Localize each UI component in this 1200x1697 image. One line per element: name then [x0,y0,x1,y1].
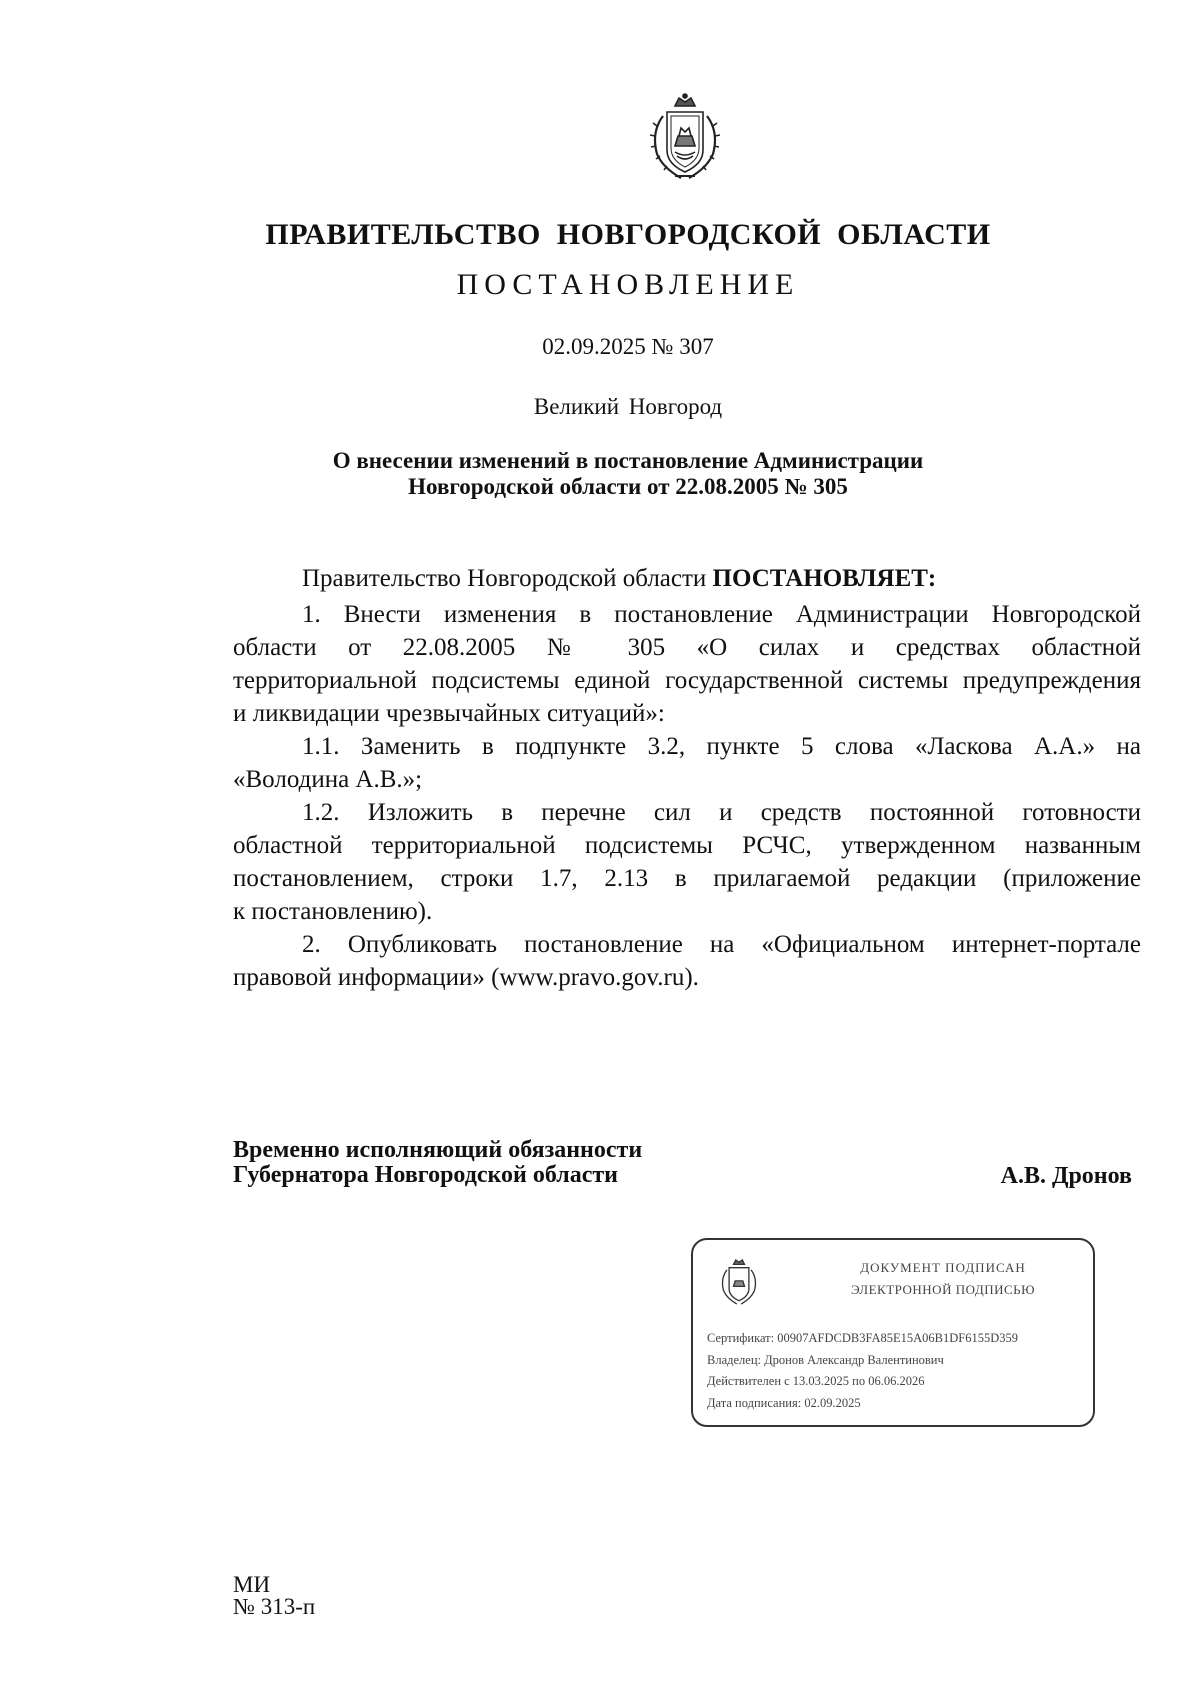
subject-line: О внесении изменений в постановление Администрации [332,448,924,473]
date-and-number: 02.09.2025 № 307 [542,334,714,359]
paragraph-line: 1.2. Изложить в перечне сил и средств постоянной готовности [302,799,1141,826]
electronic-signature-stamp [691,1238,1095,1427]
stamp-subtitle: ЭЛЕКТРОННОЙ ПОДПИСЬЮ [851,1282,1035,1297]
paragraph-line: постановлением, строки 1.7, 2.13 в прилагаемой редакции (приложение [233,865,1141,892]
paragraph-line: территориальной подсистемы единой государственной системы предупреждения [233,667,1141,694]
stamp-validity: Действителен с 13.03.2025 по 06.06.2026 [707,1374,925,1388]
stamp-emblem-icon [717,1256,761,1308]
executor-initials: МИ [233,1572,271,1597]
paragraph-line: правовой информации» (www.pravo.gov.ru). [233,964,699,991]
subject-line: Новгородской области от 22.08.2005 № 305 [408,474,848,499]
paragraph-line: «Володина А.В.»; [233,766,423,793]
stamp-details [707,1328,1018,1414]
stamp-owner: Владелец: Дронов Александр Валентинович [707,1352,944,1367]
organization-title: ПРАВИТЕЛЬСТВО НОВГОРОДСКОЙ ОБЛАСТИ [265,218,991,251]
city: Великий Новгород [533,394,723,419]
paragraph-line: 1. Внести изменения в постановление Администрации Новгородской [302,601,1141,628]
signatory-position [233,1138,642,1188]
stamp-signing-date: Дата подписания: 02.09.2025 [707,1395,861,1410]
document-type: ПОСТАНОВЛЕНИЕ [456,268,800,301]
position-line: Губернатора Новгородской области [233,1162,619,1188]
footer-registration [233,1574,315,1618]
signatory-name: А.В. Дронов [1000,1163,1132,1189]
preamble-decree-word: ПОСТАНОВЛЯЕТ: [712,565,937,592]
paragraph-line: и ликвидации чрезвычайных ситуаций»: [233,700,665,727]
coat-of-arms-emblem [645,92,725,184]
stamp-title: ДОКУМЕНТ ПОДПИСАН [860,1260,1026,1275]
registration-number: № 313-п [233,1594,316,1619]
preamble-text: Правительство Новгородской области [302,565,713,592]
stamp-certificate: Сертификат: 00907AFDCDB3FA85E15A06B1DF6155D359 [707,1331,1018,1345]
preamble [233,562,1141,595]
paragraph-line: области от 22.08.2005 № 305 «О силах и средствах областной [233,634,1141,661]
paragraph-line: 2. Опубликовать постановление на «Официальном интернет-портале [302,931,1141,958]
document-subject [200,448,1056,500]
paragraph-line: областной территориальной подсистемы РСЧС, утвержденном названным [233,832,1141,859]
document-body [233,562,1141,994]
paragraph-line: к постановлению). [233,898,433,925]
paragraph-line: 1.1. Заменить в подпункте 3.2, пункте 5 слова «Ласкова А.А.» на [302,733,1141,760]
position-line: Временно исполняющий обязанности [233,1137,643,1163]
